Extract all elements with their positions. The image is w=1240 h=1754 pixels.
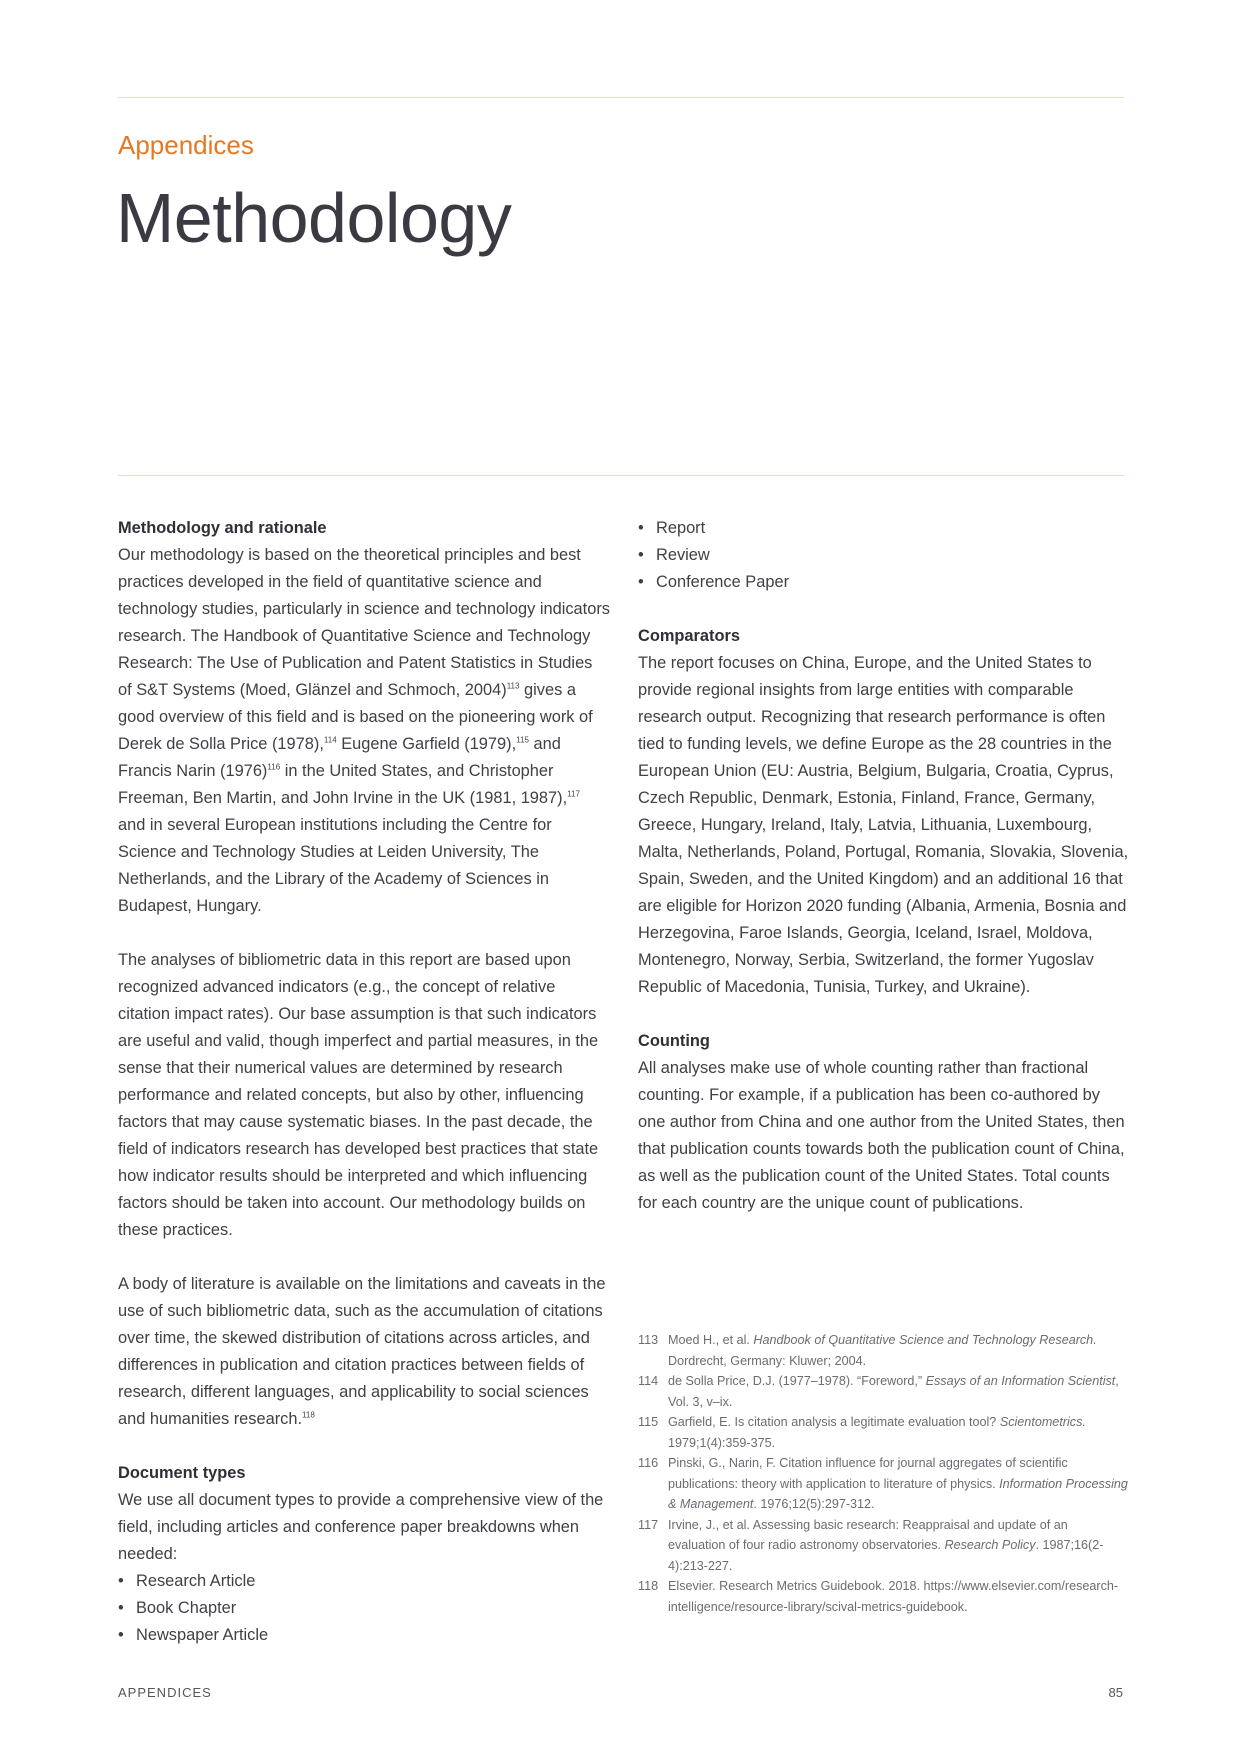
paragraph-methodology: Our methodology is based on the theoretical principles and best practices developed in the field of quantitative science and technology studies, particularly in science and technology indicators research. The Handbook of Quantitative Science and Technology Research: The Use of Publication and Patent Statistics in Studies of S&T Systems (Moed, Glänzel and Schmoch, 2004)$^{113}$ gives a good overview of this field and is based on the pioneering work of Derek de Solla Price (1978),$^{114}$ Eugene Garfield (1979),$^{115}$ and Francis Narin $(1976)^{116}$ in the United States, and Christopher Freeman, Ben Martin, and John Irvine in the UK (1981, 1987),$^{117}$ and in several European institutions including the Centre for Science and Technology Studies at Leiden University, The Netherlands, and the Library of the Academy of Sciences in Budapest, Hungary.	[118, 546, 610, 915]
list-item: • Review	[638, 542, 1130, 569]
footnote-ref[interactable]: 113	[506, 681, 520, 691]
footnotes	[638, 1330, 1128, 1617]
footnote-item: 113 Moed H., et al. Handbook of Quantitative Science and Technology Research. Dordrecht, Germany: Kluwer; 2004.	[638, 1333, 1097, 1368]
heading-counting: Counting	[638, 1032, 710, 1050]
list-item: • Conference Paper	[638, 569, 1130, 596]
paragraph-literature-caveats: A body of literature is available on the limitations and caveats in the use of such bibliometric data, such as the accumulation of citations over time, the skewed distribution of citations across articles, and differences in publication and citation practices between fields of research, different languages, and applicability to social sciences and humanities research.$^{118}$	[118, 1275, 606, 1428]
left-column	[118, 515, 610, 1649]
page-number: 85	[1108, 1685, 1123, 1700]
footnote-ref[interactable]: 117	[567, 789, 580, 799]
paragraph-bibliometric-analyses: The analyses of bibliometric data in this report are based upon recognized advanced indicators (e.g., the concept of relative citation impact rates). Our base assumption is that such indicators are useful and valid, though imperfect and partial measures, in the sense that their numerical values are determined by research performance and related concepts, but also by other, influencing factors that may cause systematic biases. In the past decade, the field of indicators research has developed best practices that state how indicator results should be interpreted and which influencing factors should be taken into account. Our methodology builds on these practices.	[118, 951, 599, 1239]
list-item: • Research Article	[118, 1568, 610, 1595]
paragraph-counting: All analyses make use of whole counting rather than fractional counting. For example, if a publication has been co-authored by one author from China and one author from the United States, then that publication counts towards both the publication count of China, as well as the publication count of the United States. Total counts for each country are the unique count of publications.	[638, 1059, 1125, 1212]
top-rule	[118, 97, 1124, 98]
footnote-item: 116 Pinski, G., Narin, F. Citation influence for journal aggregates of scientific publications: theory with application to literature of physics. Information Processing & Management. 1976;12(5):297-312.	[638, 1456, 1128, 1511]
footnote-ref[interactable]: 115	[516, 735, 529, 745]
list-item: • Newspaper Article	[118, 1622, 610, 1649]
footer-section-label: APPENDICES	[118, 1685, 212, 1700]
right-column	[638, 515, 1130, 1217]
list-item: • Report	[638, 515, 1130, 542]
footnote-ref[interactable]: 114	[323, 735, 337, 745]
paragraph-document-types: We use all document types to provide a comprehensive view of the field, including articles and conference paper breakdowns when needed:	[118, 1491, 604, 1563]
footnote-item: 118 Elsevier. Research Metrics Guidebook. 2018. https://www.elsevier.com/research-intelligence/resource-library/scival-metrics-guidebook.	[638, 1579, 1119, 1614]
heading-comparators: Comparators	[638, 627, 741, 645]
heading-methodology-rationale: Methodology and rationale	[118, 519, 327, 537]
section-kicker: Appendices	[118, 130, 254, 160]
footnote-ref[interactable]: 116	[267, 762, 281, 772]
list-item: • Book Chapter	[118, 1595, 610, 1622]
footnote-item: 115 Garfield, E. Is citation analysis a legitimate evaluation tool? Scientometrics. 1979;1(4):359-375.	[638, 1415, 1086, 1450]
paragraph-comparators: The report focuses on China, Europe, and the United States to provide regional insights from large entities with comparable research output. Recognizing that research performance is often tied to funding levels, we define Europe as the 28 countries in the European Union (EU: Austria, Belgium, Bulgaria, Croatia, Cyprus, Czech Republic, Denmark, Estonia, Finland, France, Germany, Greece, Hungary, Ireland, Italy, Latvia, Lithuania, Luxembourg, Malta, Netherlands, Poland, Portugal, Romania, Slovakia, Slovenia, Spain, Sweden, and the United Kingdom) and an additional 16 that are eligible for Horizon 2020 funding (Albania, Armenia, Bosnia and Herzegovina, Faroe Islands, Georgia, Iceland, Israel, Moldova, Montenegro, Norway, Serbia, Switzerland, the former Yugoslav Republic of Macedonia, Tunisia, Turkey, and Ukraine).	[638, 654, 1129, 996]
page-title: Methodology	[116, 179, 512, 257]
document-types-list	[118, 1568, 610, 1649]
footnote-ref[interactable]: 118	[302, 1410, 315, 1420]
footnote-item: 114 de Solla Price, D.J. (1977–1978). “Foreword,” Essays of an Information Scientist, Vol. 3, v–ix.	[638, 1374, 1119, 1409]
heading-document-types: Document types	[118, 1464, 246, 1482]
content-rule	[118, 475, 1124, 476]
footnote-item: 117 Irvine, J., et al. Assessing basic research: Reappraisal and update of an evaluation of four radio astronomy observatories. Research Policy. 1987;16(2-4):213-227.	[638, 1517, 1104, 1573]
document-types-list-continued	[638, 515, 1130, 596]
